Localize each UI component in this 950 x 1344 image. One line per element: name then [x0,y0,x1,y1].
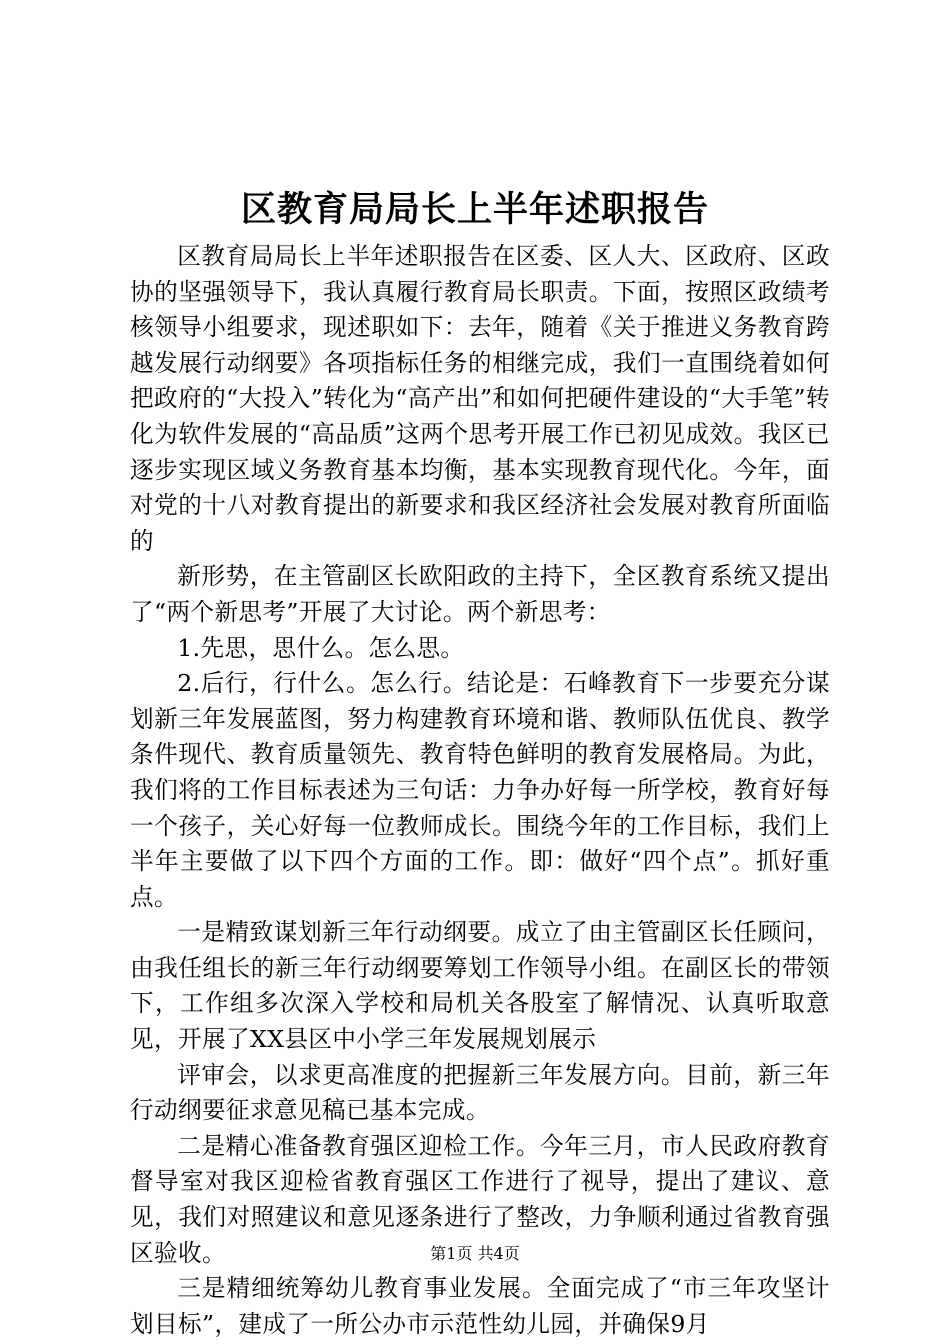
paragraph: 二是精心准备教育强区迎检工作。今年三月，市人民政府教育督导室对我区迎检省教育强区工作进行了视导，提出了建议、意见，我们对照建议和意见逐条进行了整改，力争顺利通过省教育强区验收。 [130,1131,830,1267]
document-body [130,239,830,1342]
paragraph: 1.先思，思什么。怎么思。 [177,633,465,662]
paragraph: 2.后行，行什么。怎么行。结论是：石峰教育下一步要充分谋划新三年发展蓝图，努力构建教育环境和谐、教师队伍优良、教学条件现代、教育质量领先、教育特色鲜明的教育发展格局。为此，我们将的工作目标表述为三句话：力争办好每一所学校，教育好每一个孩子，关心好每一位教师成长。围绕今年的工作目标，我们上半年主要做了以下四个方面的工作。即：做好“四个点”。抓好重点。 [130,669,830,911]
paragraph: 区教育局局长上半年述职报告在区委、区人大、区政府、区政协的坚强领导下，我认真履行教育局长职责。下面，按照区政绩考核领导小组要求，现述职如下：去年，随着《关于推进义务教育跨越发展行动纲要》各项指标任务的相继完成，我们一直围绕着如何把政府的“大投入”转化为“高产出”和如何把硬件建设的“大手笔”转化为软件发展的“高品质”这两个思考开展工作已初见成效。我区已逐步实现区域义务教育基本均衡，基本实现教育现代化。今年，面对党的十八对教育提出的新要求和我区经济社会发展对教育所面临的 [130,242,830,555]
document-title: 区教育局局长上半年述职报告 [240,189,709,230]
paragraph: 评审会，以求更高准度的把握新三年发展方向。目前，新三年行动纲要征求意见稿已基本完成。 [130,1060,830,1125]
paragraph: 一是精致谋划新三年行动纲要。成立了由主管副区长任顾问，由我任组长的新三年行动纲要筹划工作领导小组。在副区长的带领下，工作组多次深入学校和局机关各股室了解情况、认真听取意见，开展了XX县区中小学三年发展规划展示 [130,918,830,1054]
paragraph: 三是精细统筹幼儿教育事业发展。全面完成了“市三年攻坚计划目标”，建成了一所公办市示范性幼儿园，并确保9月 [130,1274,830,1338]
page-number-footer: 第1页 共4页 [430,1244,520,1263]
paragraph: 新形势，在主管副区长欧阳政的主持下，全区教育系统又提出了“两个新思考”开展了大讨论。两个新思考： [130,562,830,626]
